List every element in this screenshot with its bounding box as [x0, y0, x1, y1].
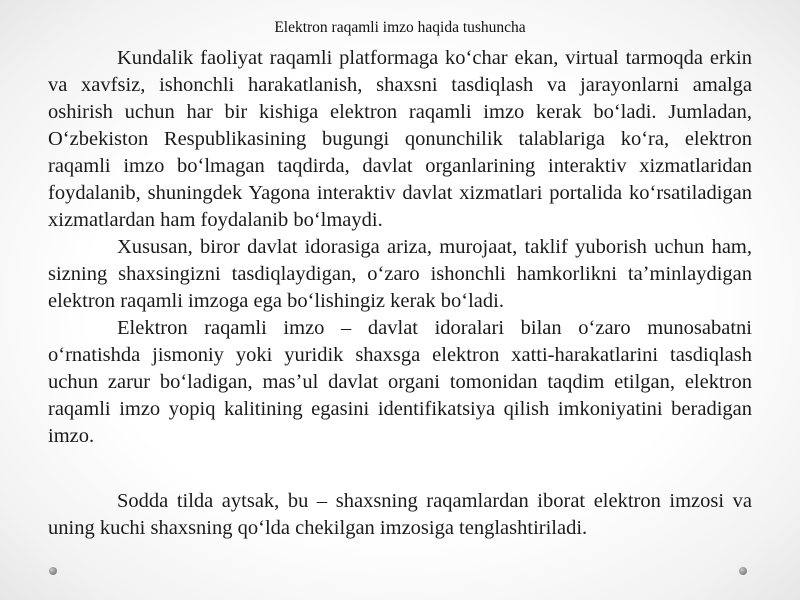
bullet-dot-left-icon: [49, 567, 57, 575]
bullet-dot-right-icon: [739, 567, 747, 575]
paragraph-4: Sodda tilda aytsak, bu – shaxsning raqamlardan iborat elektron imzosi va uning kuchi shaxsning qoʻlda chekilgan imzosiga tenglashtiriladi.: [48, 490, 752, 539]
paragraph-1: Kundalik faoliyat raqamli platformaga koʻchar ekan, virtual tarmoqda erkin va xavfsiz, ishonchli harakatlanish, shaxsni tasdiqlash va jarayonlarni amalga oshirish uchun har bir kishiga elektron raqamli imzo kerak boʻladi. Jumladan, Oʻzbekiston Respublikasining bugungi qonunchilik talablariga koʻra, elektron raqamli imzo boʻlmagan taqdirda, davlat organlarining interaktiv xizmatlaridan foydalanib, shuningdek Yagona interaktiv davlat xizmatlari portalida koʻrsatiladigan xizmatlardan ham foydalanib boʻlmaydi.: [48, 47, 752, 231]
slide-title: Elektron raqamli imzo haqida tushuncha: [274, 19, 526, 36]
paragraph-3: Elektron raqamli imzo – davlat idoralari bilan oʻzaro munosabatni oʻrnatishda jismoniy yoki yuridik shaxsga elektron xatti-harakatlarini tasdiqlash uchun zarur boʻladigan, masʼul davlat organi tomonidan taqdim etilgan, elektron raqamli imzo yopiq kalitining egasini identifikatsiya qilish imkoniyatini beradigan imzo.: [48, 317, 752, 447]
paragraph-2: Xususan, biror davlat idorasiga ariza, murojaat, taklif yuborish uchun ham, sizning shaxsingizni tasdiqlaydigan, oʻzaro ishonchli hamkorlikni taʼminlaydigan elektron raqamli imzoga ega boʻlishingiz kerak boʻladi.: [48, 236, 752, 312]
slide-body: [48, 45, 752, 542]
